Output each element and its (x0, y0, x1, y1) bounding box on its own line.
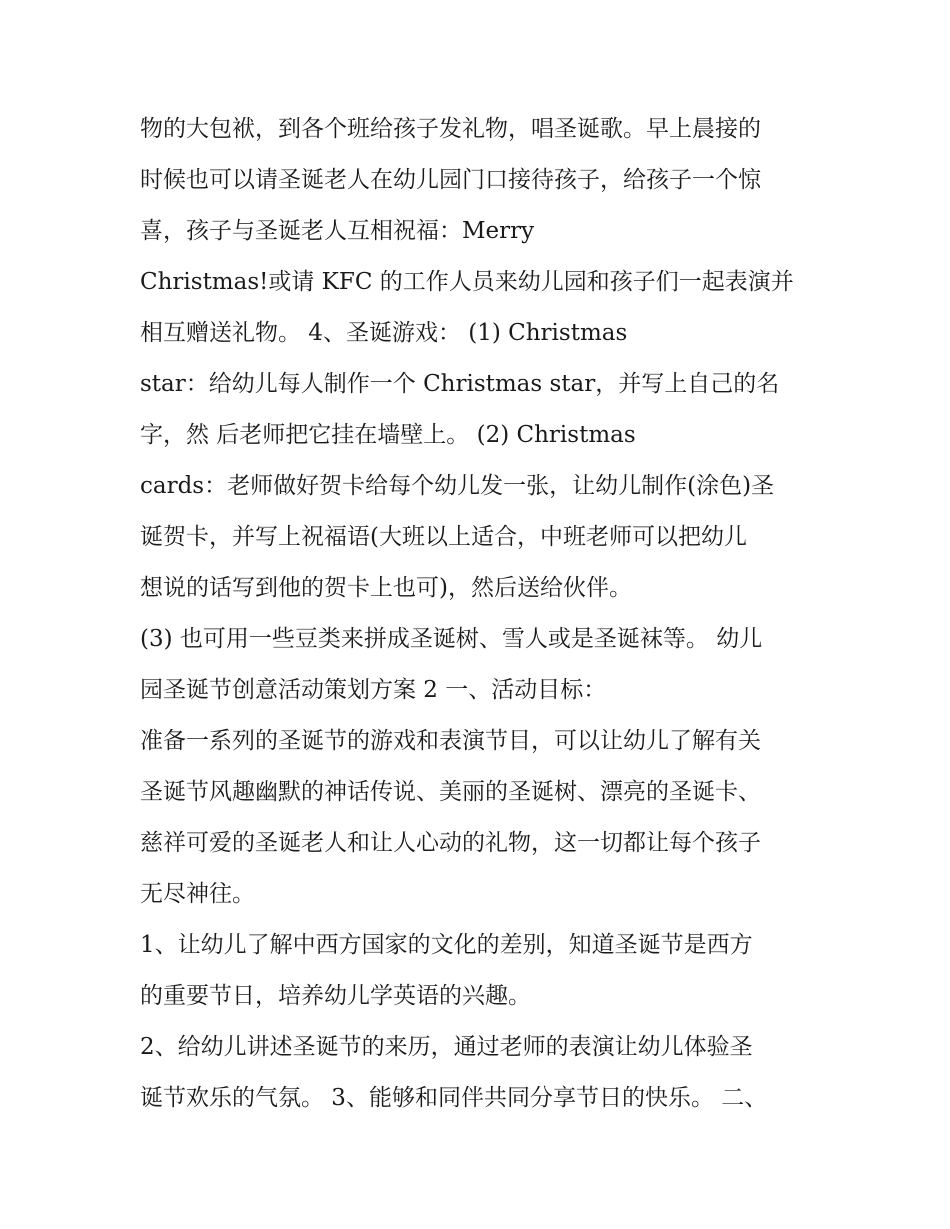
text-line: star：给幼儿每人制作一个 Christmas star，并写上自己的名 (140, 371, 780, 397)
text-line: 相互赠送礼物。 4、圣诞游戏： (1) Christmas (140, 320, 628, 346)
text-line: 慈祥可爱的圣诞老人和让人心动的礼物，这一切都让每个孩子 (140, 830, 761, 856)
text-line: 2、给幼儿讲述圣诞节的来历，通过老师的表演让幼儿体验圣 (140, 1034, 753, 1060)
document-body (140, 104, 820, 1124)
text-line: 圣诞节风趣幽默的神话传说、美丽的圣诞树、漂亮的圣诞卡、 (140, 779, 761, 805)
text-line: 想说的话写到他的贺卡上也可)，然后送给伙伴。 (140, 575, 632, 601)
text-line: 准备一系列的圣诞节的游戏和表演节目，可以让幼儿了解有关 (140, 728, 761, 754)
text-line: 1、让幼儿了解中西方国家的文化的差别，知道圣诞节是西方 (140, 932, 753, 958)
text-line: 的重要节日，培养幼儿学英语的兴趣。 (140, 983, 531, 1009)
text-line: (3) 也可用一些豆类来拼成圣诞树、雪人或是圣诞袜等。 幼儿 (140, 626, 763, 652)
text-line: 园圣诞节创意活动策划方案 2 一、活动目标： (140, 677, 607, 703)
text-line: 字，然 后老师把它挂在墙壁上。 (2) Christmas (140, 422, 636, 448)
text-line: cards：老师做好贺卡给每个幼儿发一张，让幼儿制作(涂色)圣 (140, 473, 775, 499)
text-line: 喜，孩子与圣诞老人互相祝福：Merry (140, 218, 535, 244)
text-line: 物的大包袱，到各个班给孩子发礼物，唱圣诞歌。早上晨接的 (140, 116, 761, 142)
text-line: 诞节欢乐的气氛。 3、能够和同伴共同分享节日的快乐。 二、 (140, 1085, 768, 1111)
text-line: 诞贺卡，并写上祝福语(大班以上适合，中班老师可以把幼儿 (140, 524, 747, 550)
text-line: 无尽神往。 (140, 881, 255, 907)
text-line: 时候也可以请圣诞老人在幼儿园门口接待孩子，给孩子一个惊 (140, 167, 761, 193)
text-line: Christmas!或请 KFC 的工作人员来幼儿园和孩子们一起表演并 (140, 269, 794, 295)
